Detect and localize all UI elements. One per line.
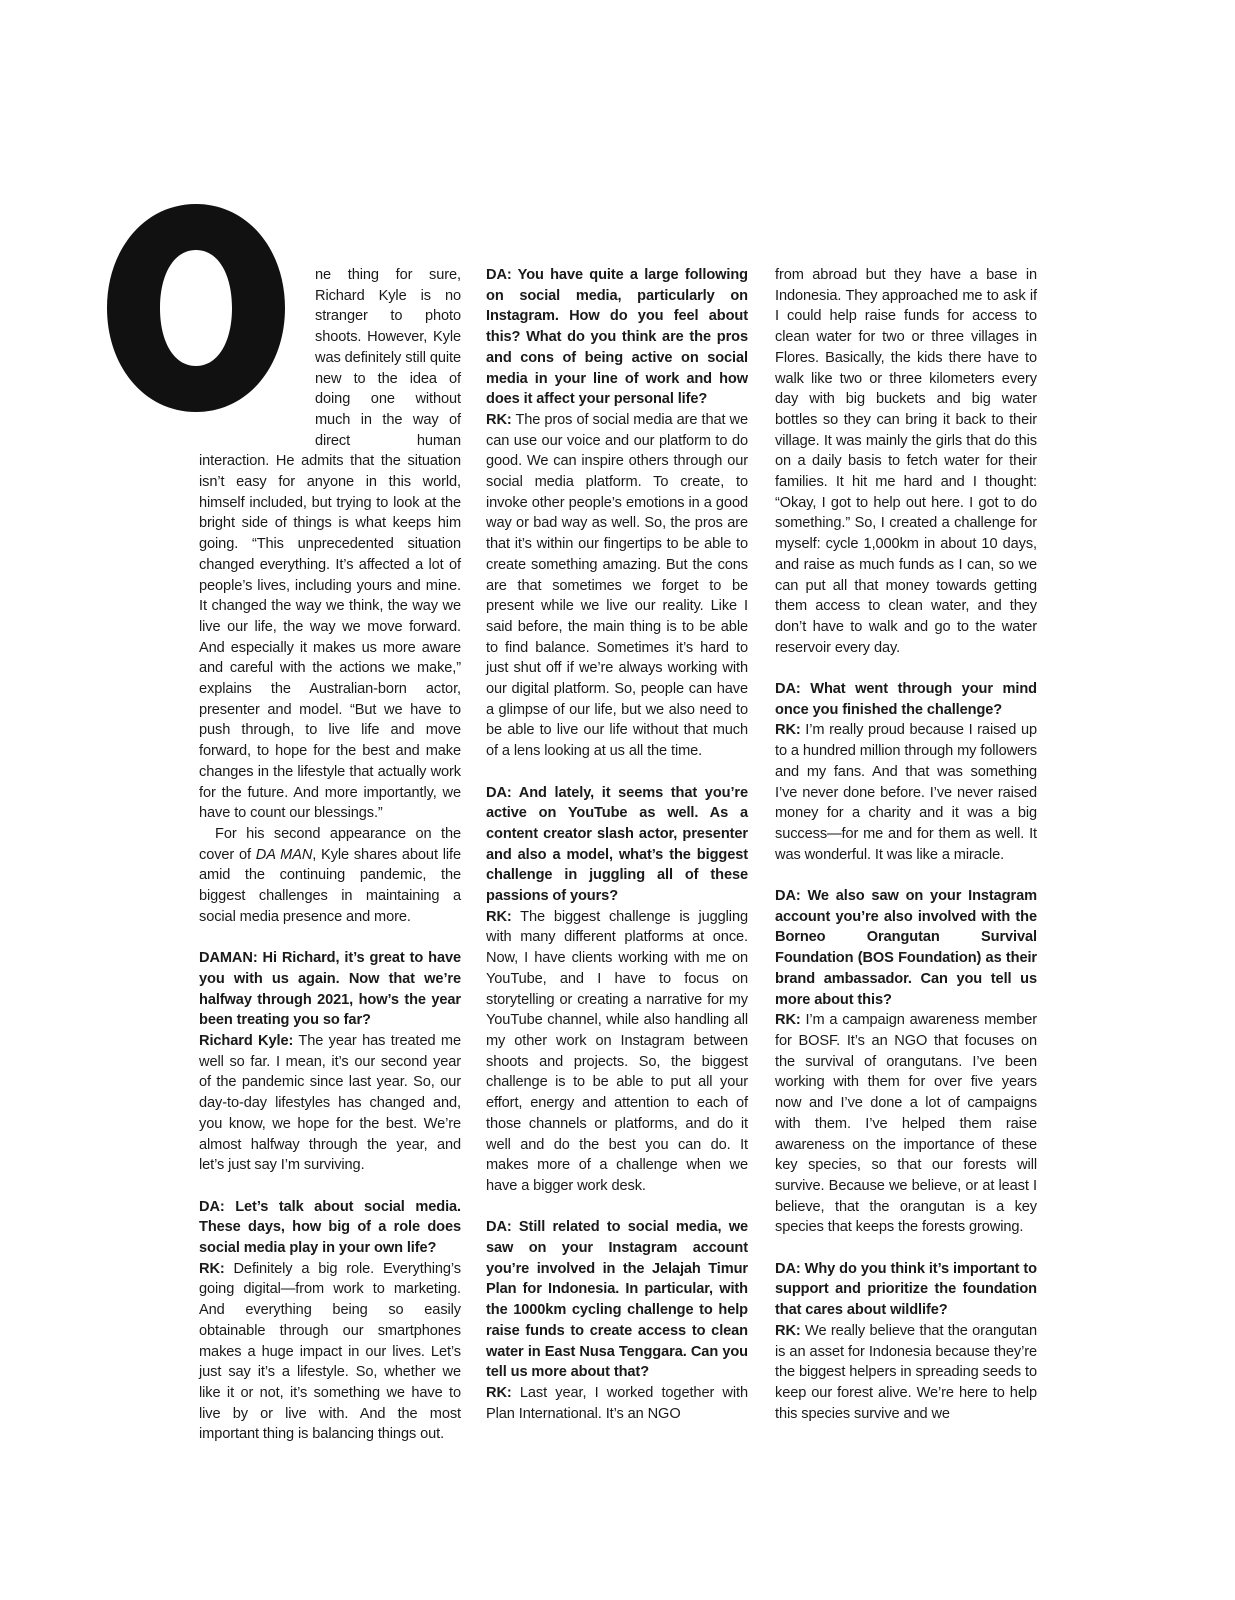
- question-8: DA: Why do you think it’s important to support and prioritize the foundation that cares about wildlife?: [775, 1260, 1037, 1319]
- article-column-2: [486, 265, 748, 1424]
- answer-5-continued: from abroad but they have a base in Indonesia. They approached me to ask if I could help raise funds for access to clean water for two or three villages in Flores. Basically, the kids there have to walk like two or three kilometers every day with big buckets and big water bottles so they can bring it back to their village. It was mainly the girls that do this on a daily basis to fetch water for their families. It hit me hard and I thought: “Okay, I got to help out here. I got to do something.” So, I created a challenge for myself: cycle 1,000km in about 10 days, and raise as much funds as I can, so we can put all that money towards getting them access to clean water, and they don’t have to walk and go to the water reservoir every day.: [775, 267, 1037, 656]
- answer-1: Richard Kyle: The year has treated me well so far. I mean, it’s our second year of the pandemic since last year. So, our day-to-day lifestyles has changed and, you know, we hope for the best. We’re almost halfway through the year, and let’s just say I’m surviving.: [199, 1033, 461, 1174]
- question-3: DA: You have quite a large following on social media, particularly on Instagram. How do you feel about this? What do you think are the pros and cons of being active on social media in your line of work and how does it affect your personal life?: [486, 267, 748, 408]
- question-2: DA: Let’s talk about social media. These days, how big of a role does social media play in your own life?: [199, 1198, 461, 1257]
- article-column-1: [199, 265, 461, 1445]
- question-1: DAMAN: Hi Richard, it’s great to have you with us again. Now that we’re halfway through 2021, how’s the year been treating you so far?: [199, 950, 461, 1029]
- paragraph-text: For his second appearance on the cover of: [199, 825, 461, 863]
- second-paragraph: [199, 824, 461, 928]
- answer-7: RK: I’m a campaign awareness member for BOSF. It’s an NGO that focuses on the survival of orangutans. I’ve been working with them for over five years now and I’ve done a lot of campaigns with them. I’ve helped them raise awareness on the importance of these key species, so that our forests will survive. Because we believe, or at least I believe, that the orangutan is a key species that keeps the forests growing.: [775, 1012, 1037, 1236]
- question-6: DA: What went through your mind once you finished the challenge?: [775, 681, 1037, 718]
- paragraph-text: , Kyle shares about life amid the continuing pandemic, the biggest challenges in maintaining a social media presence and more.: [199, 846, 461, 925]
- question-5: DA: Still related to social media, we saw on your Instagram account you’re involved in the Jelajah Timur Plan for Indonesia. In particular, with the 1000km cycling challenge to help raise funds to create access to clean water in East Nusa Tenggara. Can you tell us more about that?: [486, 1219, 748, 1381]
- drop-cap-space: [199, 265, 315, 437]
- answer-3: RK: The pros of social media are that we can use our voice and our platform to do good. We can inspire others through our social media platform. To create, to invoke other people’s emotions in a good way or bad way as well. So, the pros are that it’s within our fingertips to be able to create something amazing. But the cons are that sometimes we forget to be present while we live our reality. Like I said before, the main thing is to be able to find balance. Sometimes it’s hard to just shut off if we’re always working with our digital platform. So, people can have a glimpse of our life, but we also need to be able to live our life without that much of a lens looking at us all the time.: [486, 411, 748, 760]
- intro-paragraph: ne thing for sure, Richard Kyle is no stranger to photo shoots. However, Kyle was definitely still quite new to the idea of doing one without much in the way of direct human interaction. He admits that the situation isn’t easy for anyone in this world, himself included, but trying to look at the bright side of things is what keeps him going. “This unprecedented situation changed everything. It’s affected a lot of people’s lives, including yours and mine. It changed the way we think, the way we live our life, the way we move forward. And especially it makes us more aware and careful with the actions we make,” explains the Australian-born actor, presenter and model. “But we have to push through, to live life and move forward, to hope for the best and make changes in the lifestyle that actually work for the future. And more importantly, we have to count our blessings.”: [199, 267, 461, 822]
- answer-4: RK: The biggest challenge is juggling with many different platforms at once. Now, I have clients working with me on YouTube, and I have to focus on storytelling or creating a narrative for my YouTube channel, while also handling all my other work on Instagram between shoots and projects. So, the biggest challenge is to be able to put all your effort, energy and attention to each of those channels or platforms, and do it well and do the best you can do. It makes more of a challenge when we have a bigger work desk.: [486, 908, 748, 1194]
- answer-6: RK: I’m really proud because I raised up to a hundred million through my followers and my fans. And that was something I’ve never done before. I’ve never raised money for a charity and it was a big success—for me and for them as well. It was wonderful. It was like a miracle.: [775, 722, 1037, 863]
- question-7: DA: We also saw on your Instagram account you’re also involved with the Borneo Orangutan Survival Foundation (BOS Foundation) as their brand ambassador. Can you tell us more about this?: [775, 888, 1037, 1008]
- answer-2: RK: Definitely a big role. Everything’s going digital—from work to marketing. And everything being so easily obtainable through our smartphones makes a huge impact in our lives. Let’s just say it’s a lifestyle. So, whether we like it or not, it’s something we have to live by or live with. And the most important thing is balancing things out.: [199, 1260, 461, 1443]
- answer-5: RK: Last year, I worked together with Plan International. It’s an NGO: [486, 1384, 748, 1422]
- article-column-3: [775, 265, 1037, 1424]
- answer-8: RK: We really believe that the orangutan is an asset for Indonesia because they’re the biggest helpers in spreading seeds to keep our forest alive. We’re here to help this species survive and we: [775, 1322, 1038, 1422]
- magazine-name: DA MAN: [255, 846, 313, 863]
- question-4: DA: And lately, it seems that you’re active on YouTube as well. As a content creator slash actor, presenter and also a model, what’s the biggest challenge in juggling all of these passions of yours?: [486, 784, 748, 905]
